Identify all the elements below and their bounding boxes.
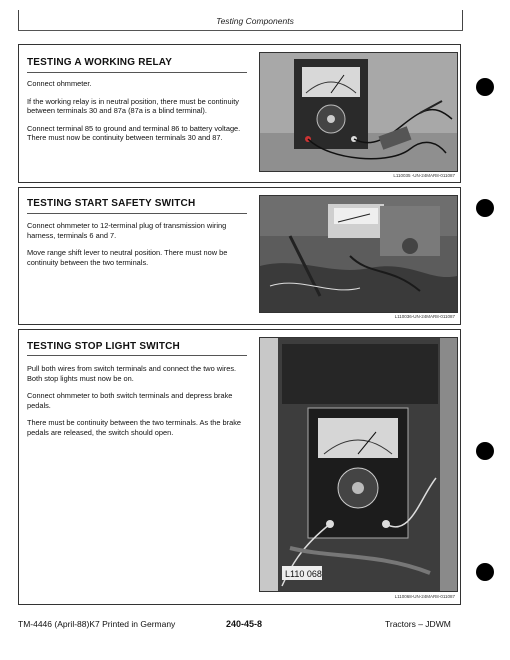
section-body bbox=[27, 221, 247, 275]
section-title: TESTING A WORKING RELAY bbox=[27, 57, 173, 68]
margin-dot bbox=[476, 442, 494, 460]
transmission-plug-photo bbox=[259, 195, 458, 313]
section-title: TESTING STOP LIGHT SWITCH bbox=[27, 341, 180, 352]
title-underline bbox=[27, 213, 247, 214]
section-body bbox=[27, 79, 247, 151]
paragraph: Pull both wires from switch terminals and connect the two wires. Both stop lights must now be on. bbox=[27, 364, 237, 383]
figure-caption: L110068-UN-24MAR8-011087 bbox=[394, 594, 455, 599]
paragraph: Connect ohmmeter to 12-terminal plug of transmission wiring harness, terminals 6 and 7. bbox=[27, 221, 227, 240]
footer-manual-title: Tractors – JDWM bbox=[385, 619, 451, 629]
footer-publication: TM-4446 (April-88)K7 Printed in Germany bbox=[18, 619, 176, 629]
margin-dot bbox=[476, 199, 494, 217]
title-underline bbox=[27, 72, 247, 73]
figure-caption: L110035 -UN-24MAR8-011087 bbox=[393, 173, 455, 178]
paragraph: Move range shift lever to neutral position. There must now be continuity between the two terminals. bbox=[27, 248, 228, 267]
title-underline bbox=[27, 355, 247, 356]
section-start-safety-switch bbox=[18, 187, 461, 325]
ohmmeter-photo bbox=[259, 52, 458, 172]
paragraph: Connect terminal 85 to ground and terminal 86 to battery voltage. There must now be continuity between terminals 30 and 87. bbox=[27, 123, 241, 143]
section-body bbox=[27, 364, 247, 446]
brake-switch-photo bbox=[259, 337, 458, 592]
paragraph: There must be continuity between the two terminals. As the brake pedals are released, the switch should open. bbox=[27, 418, 242, 437]
paragraph: If the working relay is in neutral position, there must be continuity between terminals 30 and 87a (87a is a blind terminal). bbox=[27, 96, 239, 116]
margin-dot bbox=[476, 563, 494, 581]
section-stop-light-switch bbox=[18, 329, 461, 605]
section-title: TESTING START SAFETY SWITCH bbox=[27, 198, 196, 209]
footer-page-number: 240-45-8 bbox=[226, 619, 263, 629]
page-header-title: Testing Components bbox=[216, 16, 294, 26]
margin-dot bbox=[476, 78, 494, 96]
section-working-relay bbox=[18, 44, 461, 183]
photo-label: L110 068 bbox=[285, 569, 322, 579]
paragraph: Connect ohmmeter to both switch terminals and depress brake pedals. bbox=[27, 391, 233, 410]
figure-caption: L110036-UN-24MAR8-011087 bbox=[394, 314, 455, 319]
header-divider bbox=[18, 30, 463, 31]
paragraph: Connect ohmmeter. bbox=[27, 79, 92, 88]
